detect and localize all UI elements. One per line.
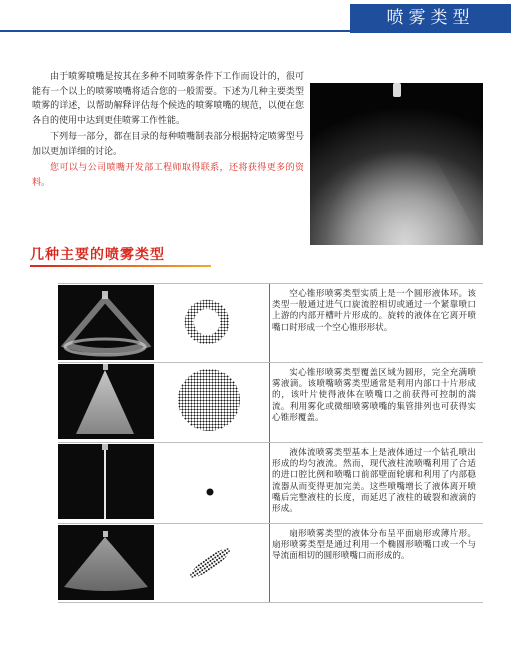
spray-type-row-hollow-cone [58, 285, 483, 360]
intro-paragraph-1: 由于喷雾喷嘴是按其在多种不同喷雾条件下工作而设计的，很可能有一个以上的喷雾喷嘴将适合您的一般需要。下述为几种主要类型喷雾的详述，以帮助解释评估每个候选的喷雾喷嘴的规范，以便在您各自的使用中达到更佳喷雾工作性能。 [32, 72, 304, 126]
row-divider [58, 362, 483, 363]
solid-stream-pattern-icon [162, 444, 258, 519]
hollow-cone-spray-photo [58, 285, 154, 360]
intro-text [32, 70, 304, 192]
hero-spray-photo [310, 83, 483, 245]
flat-fan-spray-photo [58, 525, 154, 600]
row-divider [58, 523, 483, 524]
intro-paragraph-2: 下列每一部分，都在目录的每种喷嘴制表部分根据特定喷雾型号加以更加详细的讨论。 [32, 132, 304, 157]
solid-stream-description: 液体流喷雾类型基本上是液体通过一个钻孔喷出形成的均匀液流。然而，现代液柱流喷嘴利用了合适的进口腔比例和喷嘴口前部壁面轮廓和利用了内部稳流器从而变得更加完美。这些喷嘴增长了液体离开喷嘴后完整液柱的长度，而延迟了液柱的破裂和液滴的形成。 [272, 448, 476, 515]
spray-type-row-solid-stream [58, 444, 483, 519]
flat-fan-description: 扇形喷雾类型的液体分布呈平面扇形或薄片形。扇形喷雾类型是通过利用一个椭圆形喷嘴口或一个与导流面相切的圆形喷嘴口而形成的。 [272, 529, 476, 562]
full-cone-pattern-icon [162, 364, 258, 439]
section-title: 几种主要的喷雾类型 [30, 247, 165, 263]
hollow-cone-description: 空心锥形喷雾类型实质上是一个圆形液体环。该类型一般通过进气口旋流腔相切或通过一个紧靠喷口上游的内部开槽叶片形成的。旋转的液体在它离开喷嘴口时形成一个空心锥形形状。 [272, 289, 476, 333]
spray-type-row-full-cone [58, 364, 483, 439]
full-cone-spray-photo [58, 364, 154, 439]
spray-cone [310, 83, 483, 245]
nozzle-icon [393, 83, 401, 97]
spray-type-row-flat-fan [58, 525, 483, 600]
solid-stream-spray-photo [58, 444, 154, 519]
flat-fan-pattern-icon [162, 525, 258, 600]
intro-highlight: 您可以与公司喷嘴开发部工程师取得联系，还将获得更多的资料。 [32, 163, 304, 188]
section-rule [30, 265, 211, 267]
row-divider [58, 602, 483, 603]
hollow-cone-pattern-icon [162, 285, 258, 360]
row-divider [58, 442, 483, 443]
row-divider [58, 283, 483, 284]
full-cone-description: 实心锥形喷雾类型覆盖区域为圆形，完全充满喷雾液滴。该喷嘴喷雾类型通常是利用内部口十片形成的，该叶片使得液体在喷嘴口之前获得可控制的湍流。利用雾化或微细喷雾喷嘴的集管排列也可获得实心锥形覆盖。 [272, 368, 476, 423]
page-title: 喷雾类型 [350, 4, 511, 33]
